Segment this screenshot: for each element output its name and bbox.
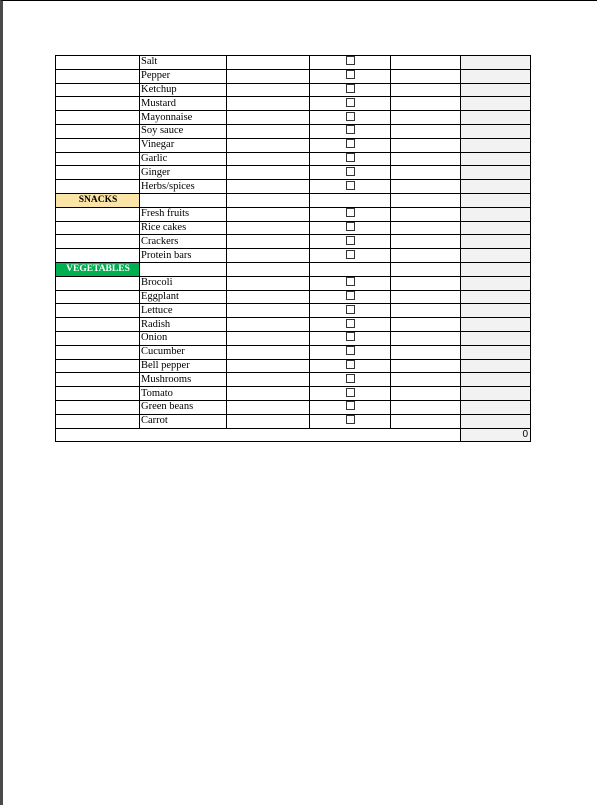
quantity-cell[interactable] [227,345,310,359]
checkbox-cell[interactable] [310,414,391,428]
item-name: Green beans [140,400,227,414]
checkbox-icon[interactable] [346,332,355,341]
table-row [56,304,531,318]
empty-cell [227,262,310,276]
checkbox-cell[interactable] [310,69,391,83]
grocery-checklist-table [55,55,531,442]
table-row [56,345,531,359]
category-cell [56,331,140,345]
category-cell [56,83,140,97]
table-row [56,331,531,345]
table-row [56,207,531,221]
price-cell [461,249,531,263]
price-cell [461,387,531,401]
table-row [56,111,531,125]
checkbox-cell[interactable] [310,318,391,332]
checkbox-cell[interactable] [310,235,391,249]
quantity-cell[interactable] [227,56,310,70]
checkbox-icon[interactable] [346,153,355,162]
checkbox-cell[interactable] [310,111,391,125]
item-name: Radish [140,318,227,332]
price-cell [461,152,531,166]
table-row [56,249,531,263]
price-cell [461,276,531,290]
notes-cell[interactable] [391,152,461,166]
checkbox-cell[interactable] [310,124,391,138]
price-cell [461,331,531,345]
notes-cell[interactable] [391,304,461,318]
checkbox-cell[interactable] [310,249,391,263]
table-row [56,124,531,138]
notes-cell[interactable] [391,69,461,83]
table-row [56,290,531,304]
quantity-cell[interactable] [227,207,310,221]
price-cell [461,138,531,152]
category-cell [56,97,140,111]
table-row [56,69,531,83]
shaded-cell [461,193,531,207]
checkbox-cell[interactable] [310,138,391,152]
checkbox-cell[interactable] [310,387,391,401]
price-cell [461,235,531,249]
price-cell [461,207,531,221]
price-cell [461,97,531,111]
shaded-cell [461,262,531,276]
checkbox-cell[interactable] [310,97,391,111]
quantity-cell[interactable] [227,276,310,290]
checkbox-cell[interactable] [310,331,391,345]
item-name: Eggplant [140,290,227,304]
checkbox-icon[interactable] [346,374,355,383]
total-value: 0 [461,428,531,442]
checkbox-icon[interactable] [346,305,355,314]
quantity-cell[interactable] [227,249,310,263]
price-cell [461,345,531,359]
category-cell [56,180,140,194]
notes-cell[interactable] [391,221,461,235]
category-cell [56,345,140,359]
notes-cell[interactable] [391,180,461,194]
item-name: Carrot [140,414,227,428]
quantity-cell[interactable] [227,318,310,332]
category-row [56,193,531,207]
notes-cell[interactable] [391,97,461,111]
item-name: Herbs/spices [140,180,227,194]
price-cell [461,359,531,373]
notes-cell[interactable] [391,318,461,332]
notes-cell[interactable] [391,345,461,359]
category-cell [56,138,140,152]
price-cell [461,166,531,180]
table-row [56,83,531,97]
item-name: Cucumber [140,345,227,359]
checkbox-icon[interactable] [346,167,355,176]
item-name: Soy sauce [140,124,227,138]
total-label-cell [56,428,461,442]
table-row [56,359,531,373]
quantity-cell[interactable] [227,180,310,194]
notes-cell[interactable] [391,400,461,414]
item-name: Onion [140,331,227,345]
price-cell [461,221,531,235]
item-name: Salt [140,56,227,70]
item-name: Vinegar [140,138,227,152]
checkbox-cell[interactable] [310,56,391,70]
item-name: Ginger [140,166,227,180]
checkbox-icon[interactable] [346,236,355,245]
quantity-cell[interactable] [227,400,310,414]
checkbox-icon[interactable] [346,208,355,217]
checkbox-icon[interactable] [346,70,355,79]
empty-cell [140,262,227,276]
notes-cell[interactable] [391,235,461,249]
checkbox-icon[interactable] [346,139,355,148]
checkbox-cell[interactable] [310,359,391,373]
quantity-cell[interactable] [227,83,310,97]
checkbox-cell[interactable] [310,207,391,221]
item-name: Lettuce [140,304,227,318]
price-cell [461,400,531,414]
checkbox-cell[interactable] [310,180,391,194]
category-cell [56,56,140,70]
category-row [56,262,531,276]
notes-cell[interactable] [391,276,461,290]
table-row [56,414,531,428]
item-name: Garlic [140,152,227,166]
table-row [56,166,531,180]
category-cell [56,387,140,401]
notes-cell[interactable] [391,83,461,97]
category-cell [56,221,140,235]
category-cell [56,359,140,373]
table-row [56,152,531,166]
empty-cell [391,262,461,276]
quantity-cell[interactable] [227,69,310,83]
quantity-cell[interactable] [227,235,310,249]
item-name: Pepper [140,69,227,83]
category-cell [56,111,140,125]
quantity-cell[interactable] [227,387,310,401]
quantity-cell[interactable] [227,359,310,373]
item-name: Ketchup [140,83,227,97]
checkbox-icon[interactable] [346,388,355,397]
price-cell [461,69,531,83]
table-row [56,138,531,152]
table-row [56,235,531,249]
category-cell [56,400,140,414]
empty-cell [391,193,461,207]
category-cell [56,69,140,83]
checkbox-icon[interactable] [346,250,355,259]
notes-cell[interactable] [391,207,461,221]
category-cell [56,152,140,166]
checkbox-icon[interactable] [346,401,355,410]
category-cell [56,304,140,318]
quantity-cell[interactable] [227,373,310,387]
checkbox-icon[interactable] [346,291,355,300]
category-header: SNACKS [56,193,140,207]
notes-cell[interactable] [391,290,461,304]
checkbox-icon[interactable] [346,181,355,190]
checkbox-cell[interactable] [310,304,391,318]
empty-cell [227,193,310,207]
checkbox-cell[interactable] [310,400,391,414]
checkbox-cell[interactable] [310,152,391,166]
category-cell [56,276,140,290]
table-row [56,387,531,401]
checkbox-icon[interactable] [346,112,355,121]
table-row [56,400,531,414]
item-name: Mustard [140,97,227,111]
price-cell [461,56,531,70]
notes-cell[interactable] [391,111,461,125]
quantity-cell[interactable] [227,138,310,152]
checkbox-icon[interactable] [346,277,355,286]
notes-cell[interactable] [391,138,461,152]
price-cell [461,304,531,318]
price-cell [461,414,531,428]
quantity-cell[interactable] [227,97,310,111]
table-row [56,373,531,387]
item-name: Protein bars [140,249,227,263]
price-cell [461,83,531,97]
checkbox-cell[interactable] [310,166,391,180]
item-name: Bell pepper [140,359,227,373]
checkbox-icon[interactable] [346,125,355,134]
checkbox-cell[interactable] [310,276,391,290]
notes-cell[interactable] [391,124,461,138]
category-cell [56,249,140,263]
total-row [56,428,531,442]
checkbox-icon[interactable] [346,222,355,231]
category-cell [56,124,140,138]
table-row [56,276,531,290]
checkbox-icon[interactable] [346,319,355,328]
quantity-cell[interactable] [227,221,310,235]
item-name: Brocoli [140,276,227,290]
quantity-cell[interactable] [227,152,310,166]
category-cell [56,373,140,387]
checkbox-cell[interactable] [310,221,391,235]
category-cell [56,290,140,304]
item-name: Mayonnaise [140,111,227,125]
quantity-cell[interactable] [227,414,310,428]
table-row [56,318,531,332]
table-row [56,221,531,235]
price-cell [461,373,531,387]
checkbox-cell[interactable] [310,345,391,359]
checkbox-cell[interactable] [310,83,391,97]
quantity-cell[interactable] [227,124,310,138]
category-cell [56,207,140,221]
checkbox-icon[interactable] [346,415,355,424]
table-row [56,56,531,70]
category-cell [56,235,140,249]
item-name: Tomato [140,387,227,401]
quantity-cell[interactable] [227,111,310,125]
item-name: Mushrooms [140,373,227,387]
table-row [56,180,531,194]
notes-cell[interactable] [391,387,461,401]
price-cell [461,318,531,332]
empty-cell [310,193,391,207]
notes-cell[interactable] [391,414,461,428]
notes-cell[interactable] [391,56,461,70]
price-cell [461,290,531,304]
notes-cell[interactable] [391,331,461,345]
quantity-cell[interactable] [227,331,310,345]
category-cell [56,166,140,180]
checkbox-icon[interactable] [346,360,355,369]
notes-cell[interactable] [391,166,461,180]
price-cell [461,111,531,125]
category-cell [56,318,140,332]
price-cell [461,180,531,194]
notes-cell[interactable] [391,373,461,387]
category-header: VEGETABLES [56,262,140,276]
quantity-cell[interactable] [227,304,310,318]
checkbox-icon[interactable] [346,84,355,93]
quantity-cell[interactable] [227,290,310,304]
checkbox-cell[interactable] [310,373,391,387]
category-cell [56,414,140,428]
checkbox-cell[interactable] [310,290,391,304]
notes-cell[interactable] [391,249,461,263]
checkbox-icon[interactable] [346,56,355,65]
checkbox-icon[interactable] [346,98,355,107]
item-name: Crackers [140,235,227,249]
quantity-cell[interactable] [227,166,310,180]
item-name: Fresh fruits [140,207,227,221]
table-row [56,97,531,111]
item-name: Rice cakes [140,221,227,235]
checkbox-icon[interactable] [346,346,355,355]
price-cell [461,124,531,138]
empty-cell [140,193,227,207]
notes-cell[interactable] [391,359,461,373]
empty-cell [310,262,391,276]
